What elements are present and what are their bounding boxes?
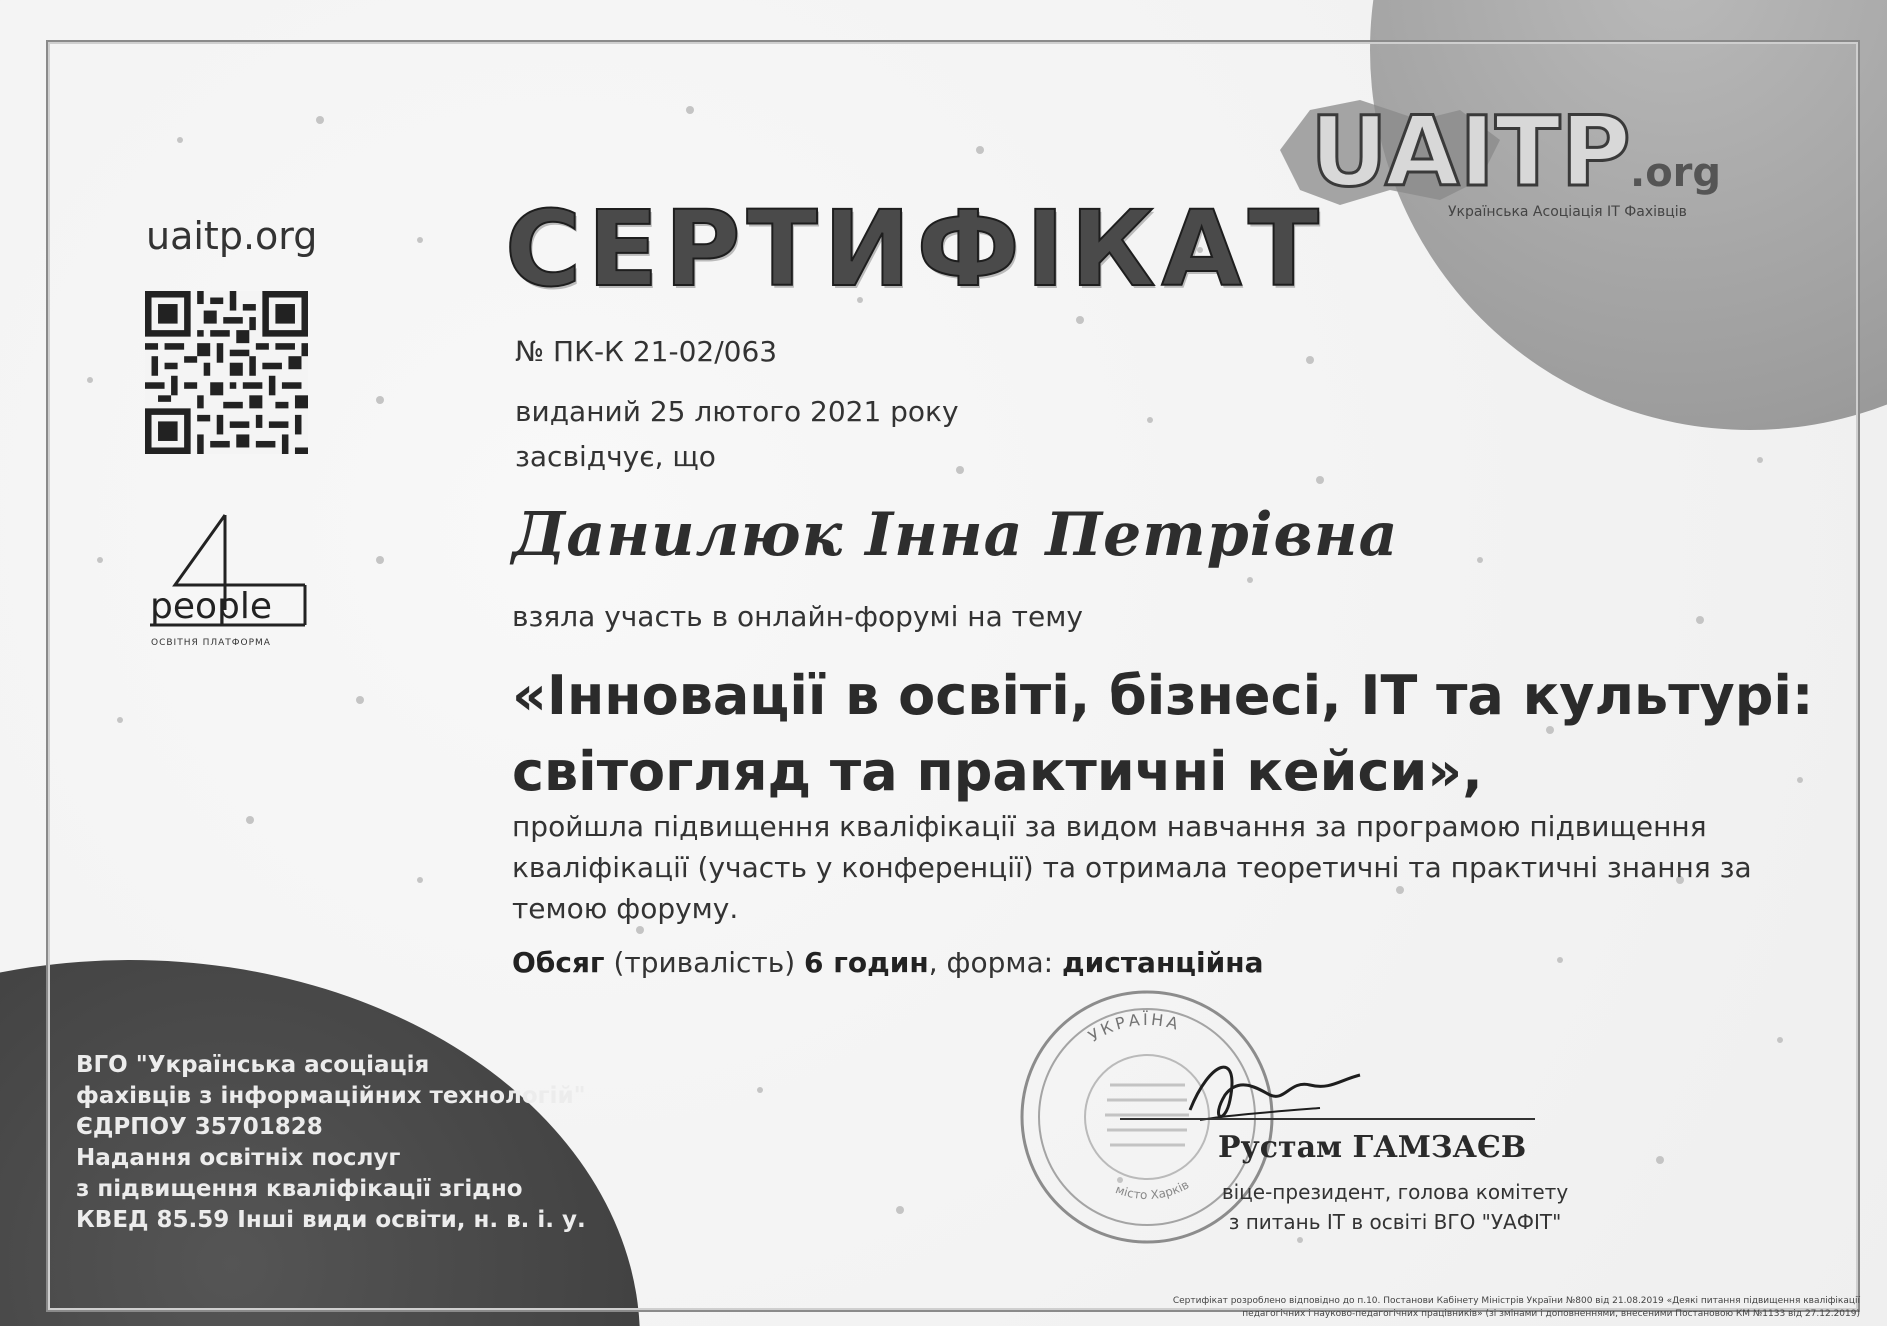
uaitp-logo-text: UAITP <box>1310 96 1631 208</box>
signature-image <box>1170 1040 1370 1140</box>
org-line-2: фахівців з інформаційних технологій" <box>76 1083 586 1109</box>
footnote-line-1: Сертифікат розроблено відповідно до п.10. Постанови Кабінету Міністрів України №800 від 21.08.2019 «Деякі питання підвищення кваліфікації <box>1172 1296 1860 1306</box>
org-line-4: Надання освітніх послуг <box>76 1145 401 1171</box>
qr-code-icon <box>145 290 308 455</box>
qualification-text <box>512 806 1772 929</box>
people-logo-caption: ОСВІТНЯ ПЛАТФОРМА <box>151 638 271 648</box>
certificate-title: СЕРТИФІКАТ <box>505 188 1325 310</box>
qualification-line-1: пройшла підвищення кваліфікації за видом навчання за програмою підвищення <box>512 810 1707 843</box>
participation-text: взяла участь в онлайн-форумі на тему <box>512 600 1083 633</box>
uaitp-logo <box>1270 90 1810 230</box>
people-logo-word: people <box>150 586 273 627</box>
org-line-1: ВГО "Українська асоціація <box>76 1052 430 1078</box>
organization-info <box>76 1050 596 1236</box>
volume-form-label: , форма: <box>928 946 1062 979</box>
uaitp-logo-suffix: .org <box>1630 150 1722 196</box>
website-label: uaitp.org <box>146 214 318 258</box>
signature-line <box>1120 1118 1535 1120</box>
forum-topic <box>512 658 1813 810</box>
volume-hours: 6 годин <box>804 946 929 979</box>
org-line-3: ЄДРПОУ 35701828 <box>76 1114 323 1140</box>
org-line-5: з підвищення кваліфікації згідно <box>76 1176 523 1202</box>
forum-topic-line-1: «Інновації в освіті, бізнесі, ІТ та культурі: <box>512 664 1814 727</box>
legal-footnote <box>880 1295 1860 1321</box>
org-line-6: КВЕД 85.59 Інші види освіти, н. в. і. у. <box>76 1207 586 1233</box>
footnote-line-2: педагогічних і науково-педагогічних працівників» (зі змінами і доповненнями, внесеними Постановою КМ №1133 від 27.12.2019) <box>1242 1309 1860 1319</box>
qualification-line-3: темою форуму. <box>512 892 739 925</box>
signer-role-line-1: віце-президент, голова комітету <box>1221 1180 1569 1204</box>
stamp-top-text: УКРАЇНА <box>1084 1009 1184 1046</box>
issue-date: виданий 25 лютого 2021 року <box>515 395 959 428</box>
certificate-number: № ПК-К 21-02/063 <box>515 335 778 368</box>
volume-paren: (тривалість) <box>604 946 805 979</box>
certifies-text: засвідчує, що <box>515 440 716 473</box>
volume-form: дистанційна <box>1062 946 1264 979</box>
uaitp-logo-tagline: Українська Асоціація IT Фахівців <box>1448 204 1687 220</box>
recipient-name: Данилюк Інна Петрівна <box>512 500 1399 570</box>
stamp-bottom-text: місто Харків <box>1113 1177 1192 1203</box>
signer-role-line-2: з питань ІТ в освіті ВГО "УАФІТ" <box>1228 1210 1562 1234</box>
forum-topic-line-2: світогляд та практичні кейси», <box>512 740 1483 803</box>
course-volume <box>512 946 1264 979</box>
qualification-line-2: кваліфікації (участь у конференції) та отримала теоретичні та практичні знання за <box>512 851 1752 884</box>
signer-name: Рустам ГАМЗАЄВ <box>1218 1130 1527 1165</box>
people-platform-logo <box>145 510 315 650</box>
volume-label: Обсяг <box>512 946 605 979</box>
signer-position <box>1210 1177 1580 1237</box>
